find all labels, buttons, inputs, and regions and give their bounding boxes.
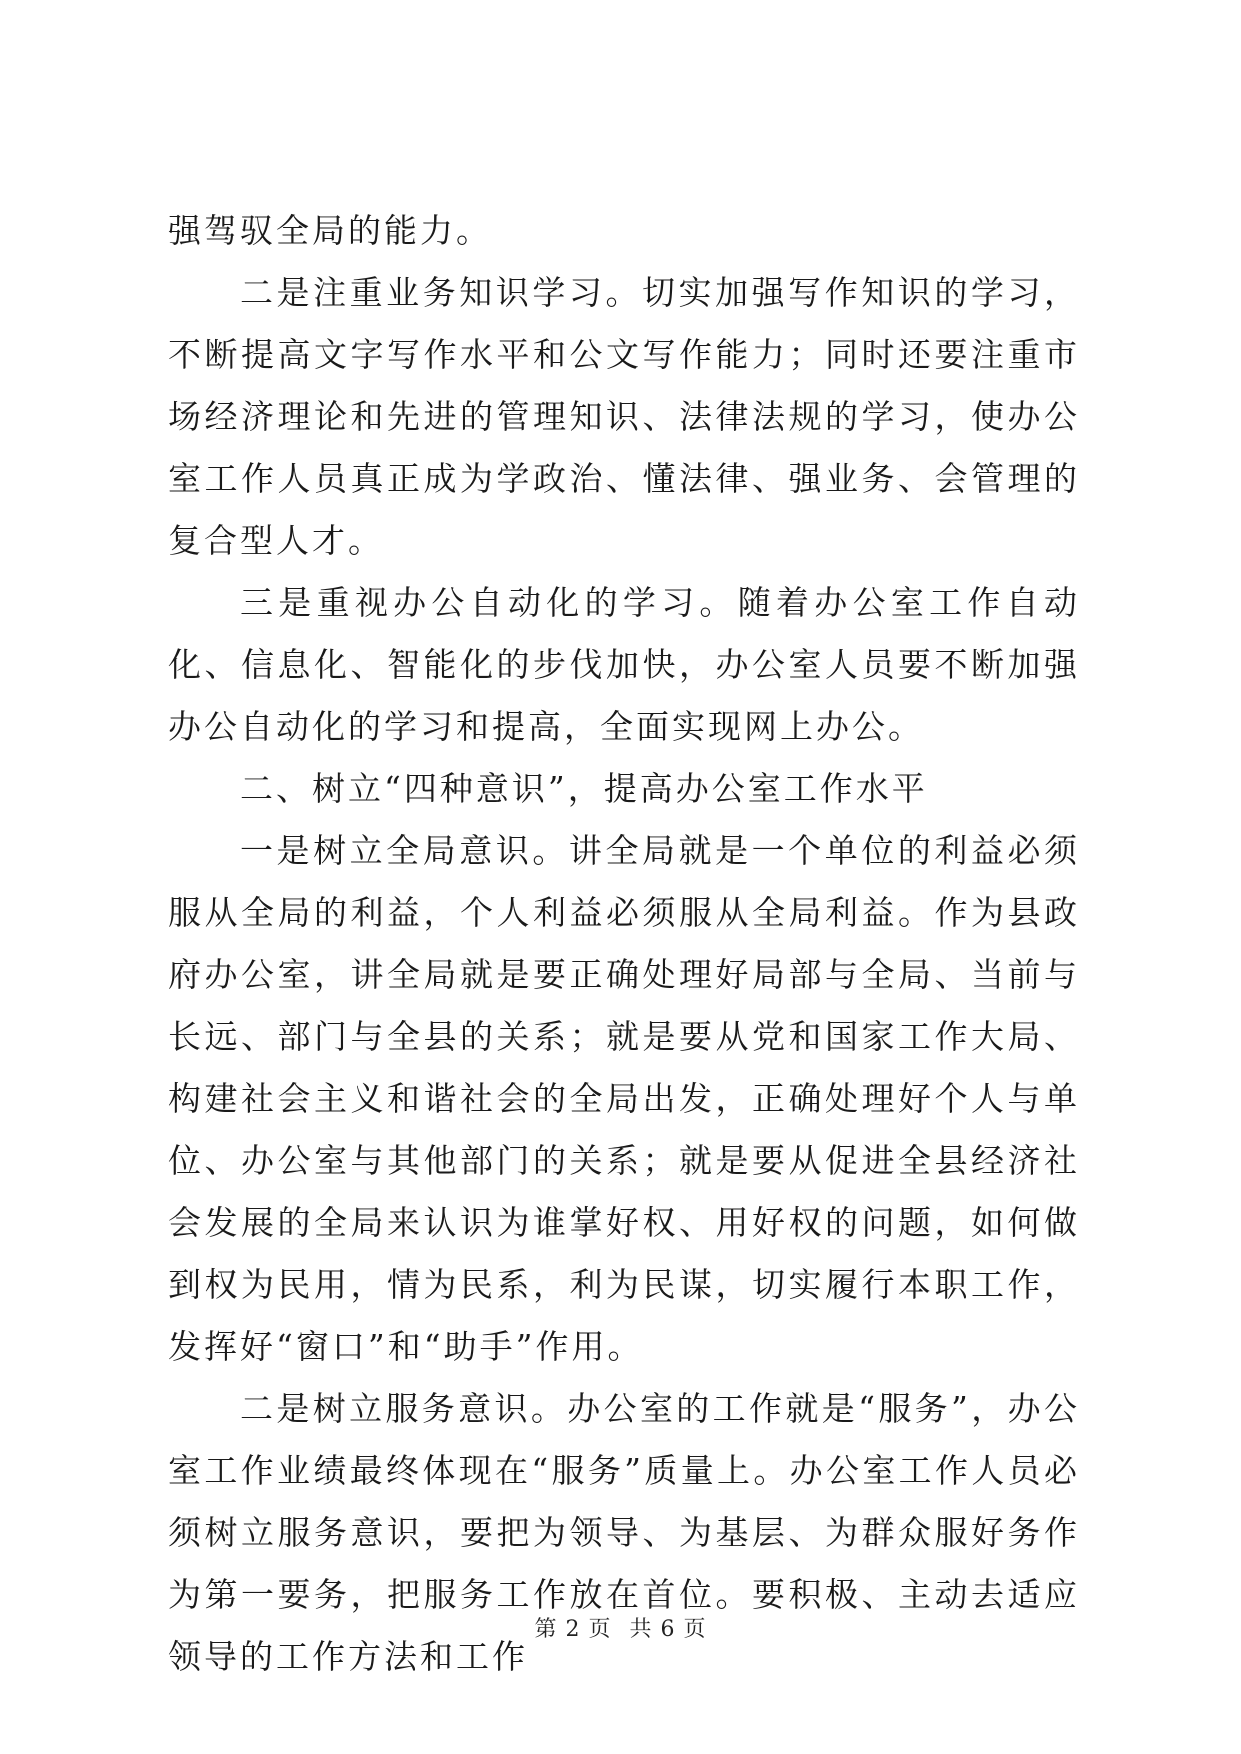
paragraph-service-awareness: 二是树立服务意识。办公室的工作就是“服务”，办公室工作业绩最终体现在“服务”质量上。办公室工作人员必须树立服务意识，要把为领导、为基层、为群众服好务作为第一要务，把服务工作放在首位。要积极、主动去适应领导的工作方法和工作 — [168, 1389, 1080, 1676]
paragraph-overall-awareness: 一是树立全局意识。讲全局就是一个单位的利益必须服从全局的利益，个人利益必须服从全局利益。作为县政府办公室，讲全局就是要正确处理好局部与全局、当前与长远、部门与全县的关系；就是要从党和国家工作大局、构建社会主义和谐社会的全局出发，正确处理好个人与单位、办公室与其他部门的关系；就是要从促进全县经济社会发展的全局来认识为谁掌好权、用好权的问题，如何做到权为民用，情为民系，利为民谋，切实履行本职工作，发挥好“窗口”和“助手”作用。 — [168, 831, 1080, 1366]
page-number: 第 2 页 — [534, 1617, 612, 1642]
paragraph-business-study: 二是注重业务知识学习。切实加强写作知识的学习，不断提高文字写作水平和公文写作能力；同时还要注重市场经济理论和先进的管理知识、法律法规的学习，使办公室工作人员真正成为学政治、懂法律、强业务、会管理的复合型人才。 — [168, 273, 1080, 560]
paragraph-continuation: 强驾驭全局的能力。 — [168, 211, 492, 250]
paragraph-office-automation: 三是重视办公自动化的学习。随着办公室工作自动化、信息化、智能化的步伐加快，办公室人员要不断加强办公自动化的学习和提高，全面实现网上办公。 — [168, 583, 1080, 746]
page-footer — [0, 1612, 1241, 1643]
page-total: 共 6 页 — [629, 1617, 707, 1642]
section-heading-four-awareness: 二、树立“四种意识”，提高办公室工作水平 — [240, 769, 928, 808]
document-body — [168, 200, 1080, 1688]
